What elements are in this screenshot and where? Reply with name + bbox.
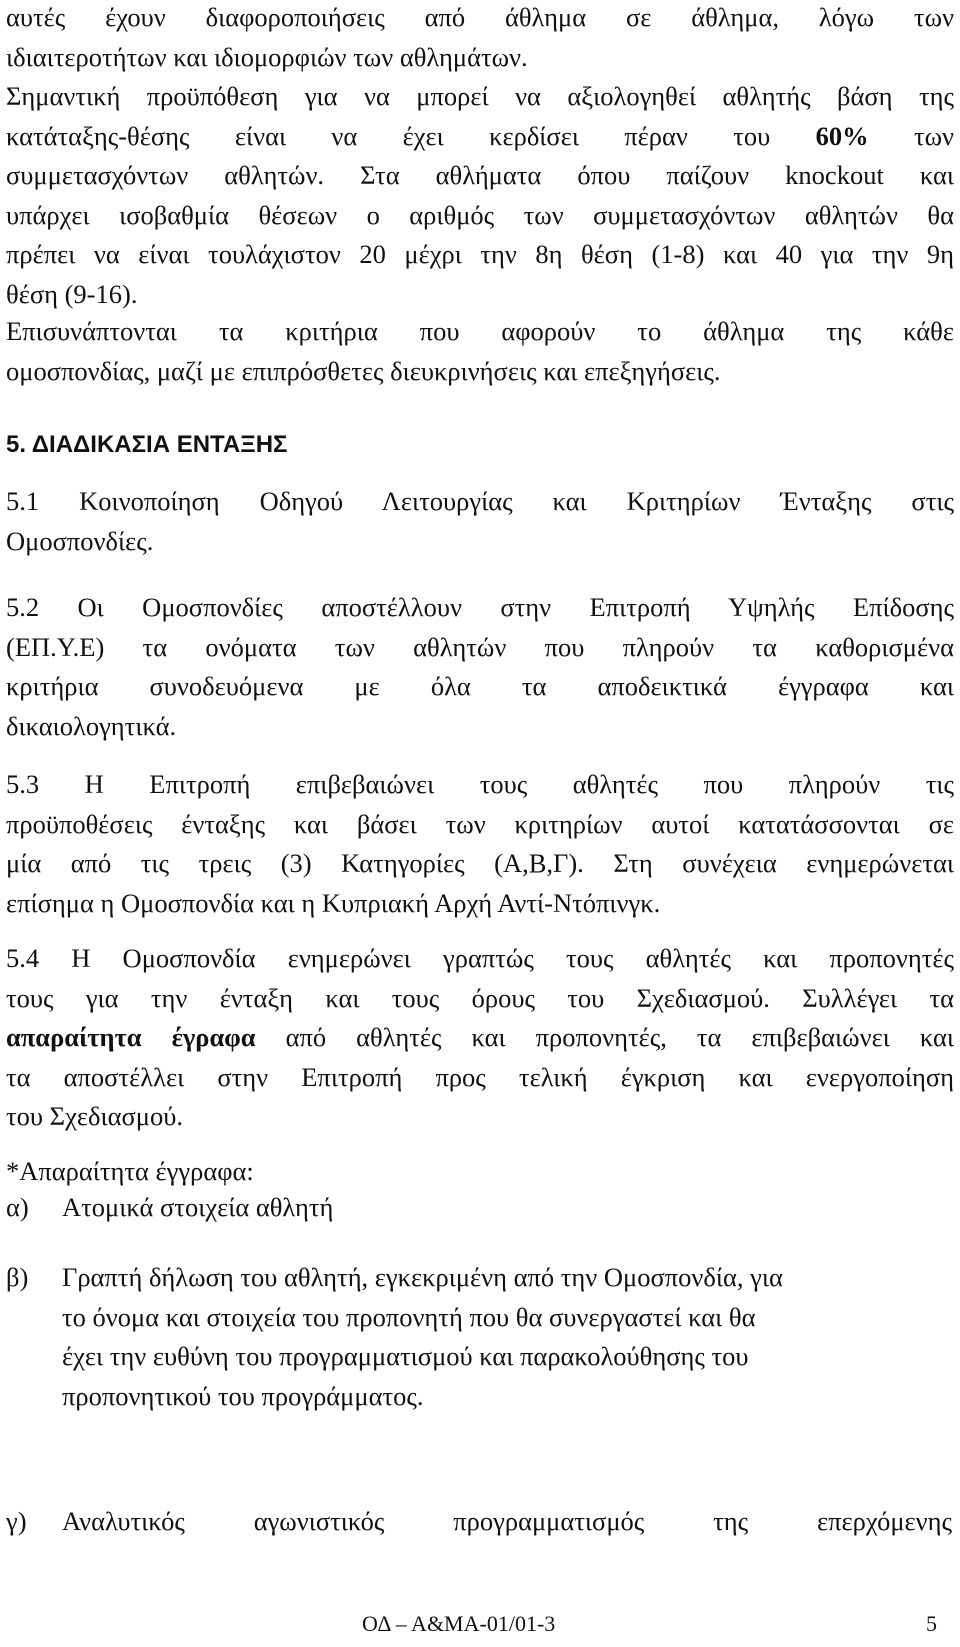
text-line: 5.3 Η Επιτροπή επιβεβαιώνει τους αθλητές που πληρούν τις	[6, 769, 954, 799]
text-line: (ΕΠ.Υ.Ε) τα ονόματα των αθλητών που πληρούν τα καθορισμένα	[6, 631, 954, 662]
text-fragment: από αθλητές και προπονητές, τα επιβεβαιώνει και	[285, 1022, 954, 1052]
page-footer	[0, 1606, 960, 1642]
text-fragment: κατάταξης-θέσης είναι να έχει κερδίσει πέραν του	[6, 120, 771, 151]
list-item-label: α)	[6, 1192, 29, 1222]
text-line: μία από τις τρεις (3) Κατηγορίες (Α,Β,Γ). Στη συνέχεια ενημερώνεται	[6, 848, 954, 878]
text-line: προπονητικού του προγράμματος.	[62, 1380, 424, 1411]
section-5-2	[6, 588, 954, 746]
text-line: Ατομικά στοιχεία αθλητή	[62, 1192, 334, 1222]
text-line: 5.1 Κοινοποίηση Οδηγού Λειτουργίας και Κριτηρίων Ένταξης στις	[6, 486, 954, 516]
required-documents-title: *Απαραίτητα έγγραφα:	[6, 1156, 254, 1186]
text-line: προϋποθέσεις ένταξης και βάσει των κριτηρίων αυτοί κατατάσσονται σε	[6, 808, 954, 839]
text-line: δικαιολογητικά.	[6, 710, 177, 741]
text-line: Αναλυτικός αγωνιστικός προγραμματισμός της επερχόμενης	[62, 1506, 952, 1536]
text-line: Ομοσπονδίες.	[6, 525, 154, 556]
text-line: πρέπει να είναι τουλάχιστον 20 μέχρι την 8η θέση (1-8) και 40 για την 9η	[6, 239, 954, 269]
text-line: κριτήρια συνοδευόμενα με όλα τα αποδεικτικά έγγραφα και	[6, 671, 954, 701]
text-line: τους για την ένταξη και τους όρους του Σχεδιασμού. Συλλέγει τα	[6, 982, 954, 1013]
text-line: υπάρχει ισοβαθμία θέσεων ο αριθμός των συμμετασχόντων αθλητών θα	[6, 199, 954, 230]
text-line: αυτές έχουν διαφοροποιήσεις από άθλημα σε άθλημα, λόγω των	[6, 2, 954, 32]
section-5-3	[6, 765, 954, 923]
text-line: έχει την ευθύνη του προγραμματισμού και παρακολούθησης του	[62, 1341, 749, 1371]
text-line: θέση (9-16).	[6, 278, 138, 309]
text-fragment: των	[913, 120, 954, 151]
bold-phrase: απαραίτητα έγραφα	[6, 1022, 256, 1052]
text-line: Γραπτή δήλωση του αθλητή, εγκεκριμένη από την Ομοσπονδία, για	[62, 1262, 783, 1292]
document-code: ΟΔ – Α&ΜΑ-01/01-3	[362, 1611, 556, 1636]
section-5-1	[6, 482, 954, 561]
text-line	[6, 117, 954, 157]
text-line: τα αποστέλλει στην Επιτροπή προς τελική έγκριση και ενεργοποίηση	[6, 1061, 954, 1092]
text-line: 5.4 Η Ομοσπονδία ενημερώνει γραπτώς τους αθλητές και προπονητές	[6, 943, 954, 973]
text-line: επίσημα η Ομοσπονδία και η Κυπριακή Αρχή Αντί-Ντόπινγκ.	[6, 887, 661, 918]
list-item-label: β)	[6, 1262, 29, 1292]
section-5-4	[6, 939, 954, 1137]
text-line: το όνομα και στοιχεία του προπονητή που θα συνεργαστεί και θα	[62, 1301, 756, 1332]
page-number: 5	[926, 1611, 937, 1636]
text-line: ομοσπονδίας, μαζί με επιπρόσθετες διευκρινήσεις και επεξηγήσεις.	[6, 355, 721, 386]
text-line	[6, 1018, 954, 1058]
text-line: Επισυνάπτονται τα κριτήρια που αφορούν το άθλημα της κάθε	[6, 316, 954, 346]
paragraph-intro	[6, 0, 954, 314]
text-line: Σημαντική προϋπόθεση για να μπορεί να αξιολογηθεί αθλητής βάση της	[6, 81, 954, 111]
text-line: του Σχεδιασμού.	[6, 1101, 183, 1131]
text-line: 5.2 Οι Ομοσπονδίες αποστέλλουν στην Επιτροπή Υψηλής Επίδοσης	[6, 592, 954, 622]
paragraph-attachments	[6, 312, 954, 391]
percentage-value: 60%	[815, 120, 869, 151]
list-item-label: γ)	[6, 1506, 27, 1536]
text-line: ιδιαιτεροτήτων και ιδιομορφιών των αθλημάτων.	[6, 41, 528, 72]
section-heading: 5. ΔΙΑΔΙΚΑΣΙΑ ΕΝΤΑΞΗΣ	[6, 431, 288, 458]
text-line: συμμετασχόντων αθλητών. Στα αθλήματα όπου παίζουν knockout και	[6, 160, 954, 190]
